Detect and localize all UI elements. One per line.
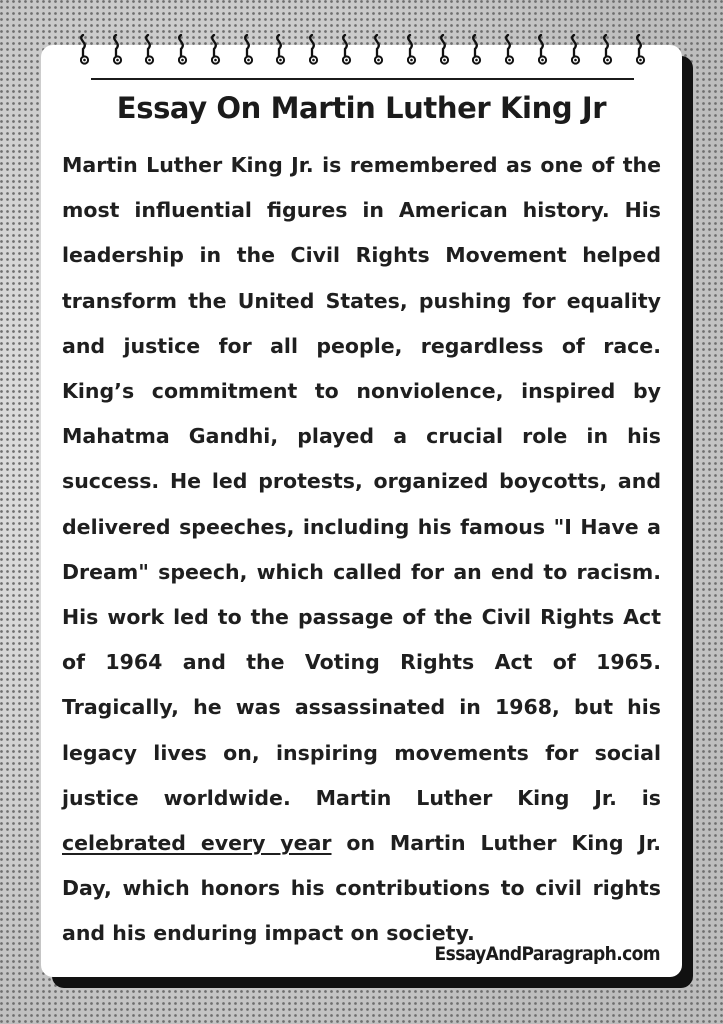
spiral-ring-icon [571,34,581,70]
spiral-ring-icon [309,34,319,70]
spiral-ring-icon [472,34,482,70]
spiral-ring-icon [538,34,548,70]
spiral-ring-icon [407,34,417,70]
celebrated-every-year-link[interactable]: celebrated every year [62,831,332,856]
spiral-ring-icon [603,34,613,70]
spiral-ring-icon [342,34,352,70]
spiral-ring-icon [80,34,90,70]
essay-text-part-1: Martin Luther King Jr. is remembered as one of the most influential figures in American history. His leadership in the Civil Rights Movement helped transform the United States, pushing for equality and justice for all people, regardless of race. King’s commitment to nonviolence, inspired by Mahatma Gandhi, played a crucial role in his success. He led protests, organized boycotts, and delivered speeches, including his famous "I Have a Dream" speech, which called for an end to racism. His work led to the passage of the Civil Rights Act of 1964 and the Voting Rights Act of 1965. Tragically, he was assassinated in 1968, but his legacy lives on, inspiring movements for social justice worldwide. Martin Luther King Jr. is [62,153,661,810]
essay-text-part-2: on Martin Luther King Jr. Day, which honors his contributions to civil rights and his enduring impact on society. [62,831,661,946]
top-divider [91,78,634,80]
essay-body [62,143,661,957]
spiral-ring-icon [244,34,254,70]
spiral-ring-icon [440,34,450,70]
spiral-ring-icon [145,34,155,70]
essay-card [41,45,682,977]
spiral-ring-icon [113,34,123,70]
spiral-ring-icon [178,34,188,70]
spiral-ring-icon [276,34,286,70]
page-title: Essay On Martin Luther King Jr [116,91,607,125]
spiral-ring-icon [374,34,384,70]
spiral-ring-icon [505,34,515,70]
spiral-ring-icon [211,34,221,70]
spiral-ring-icon [636,34,646,70]
site-watermark: EssayAndParagraph.com [434,943,660,965]
